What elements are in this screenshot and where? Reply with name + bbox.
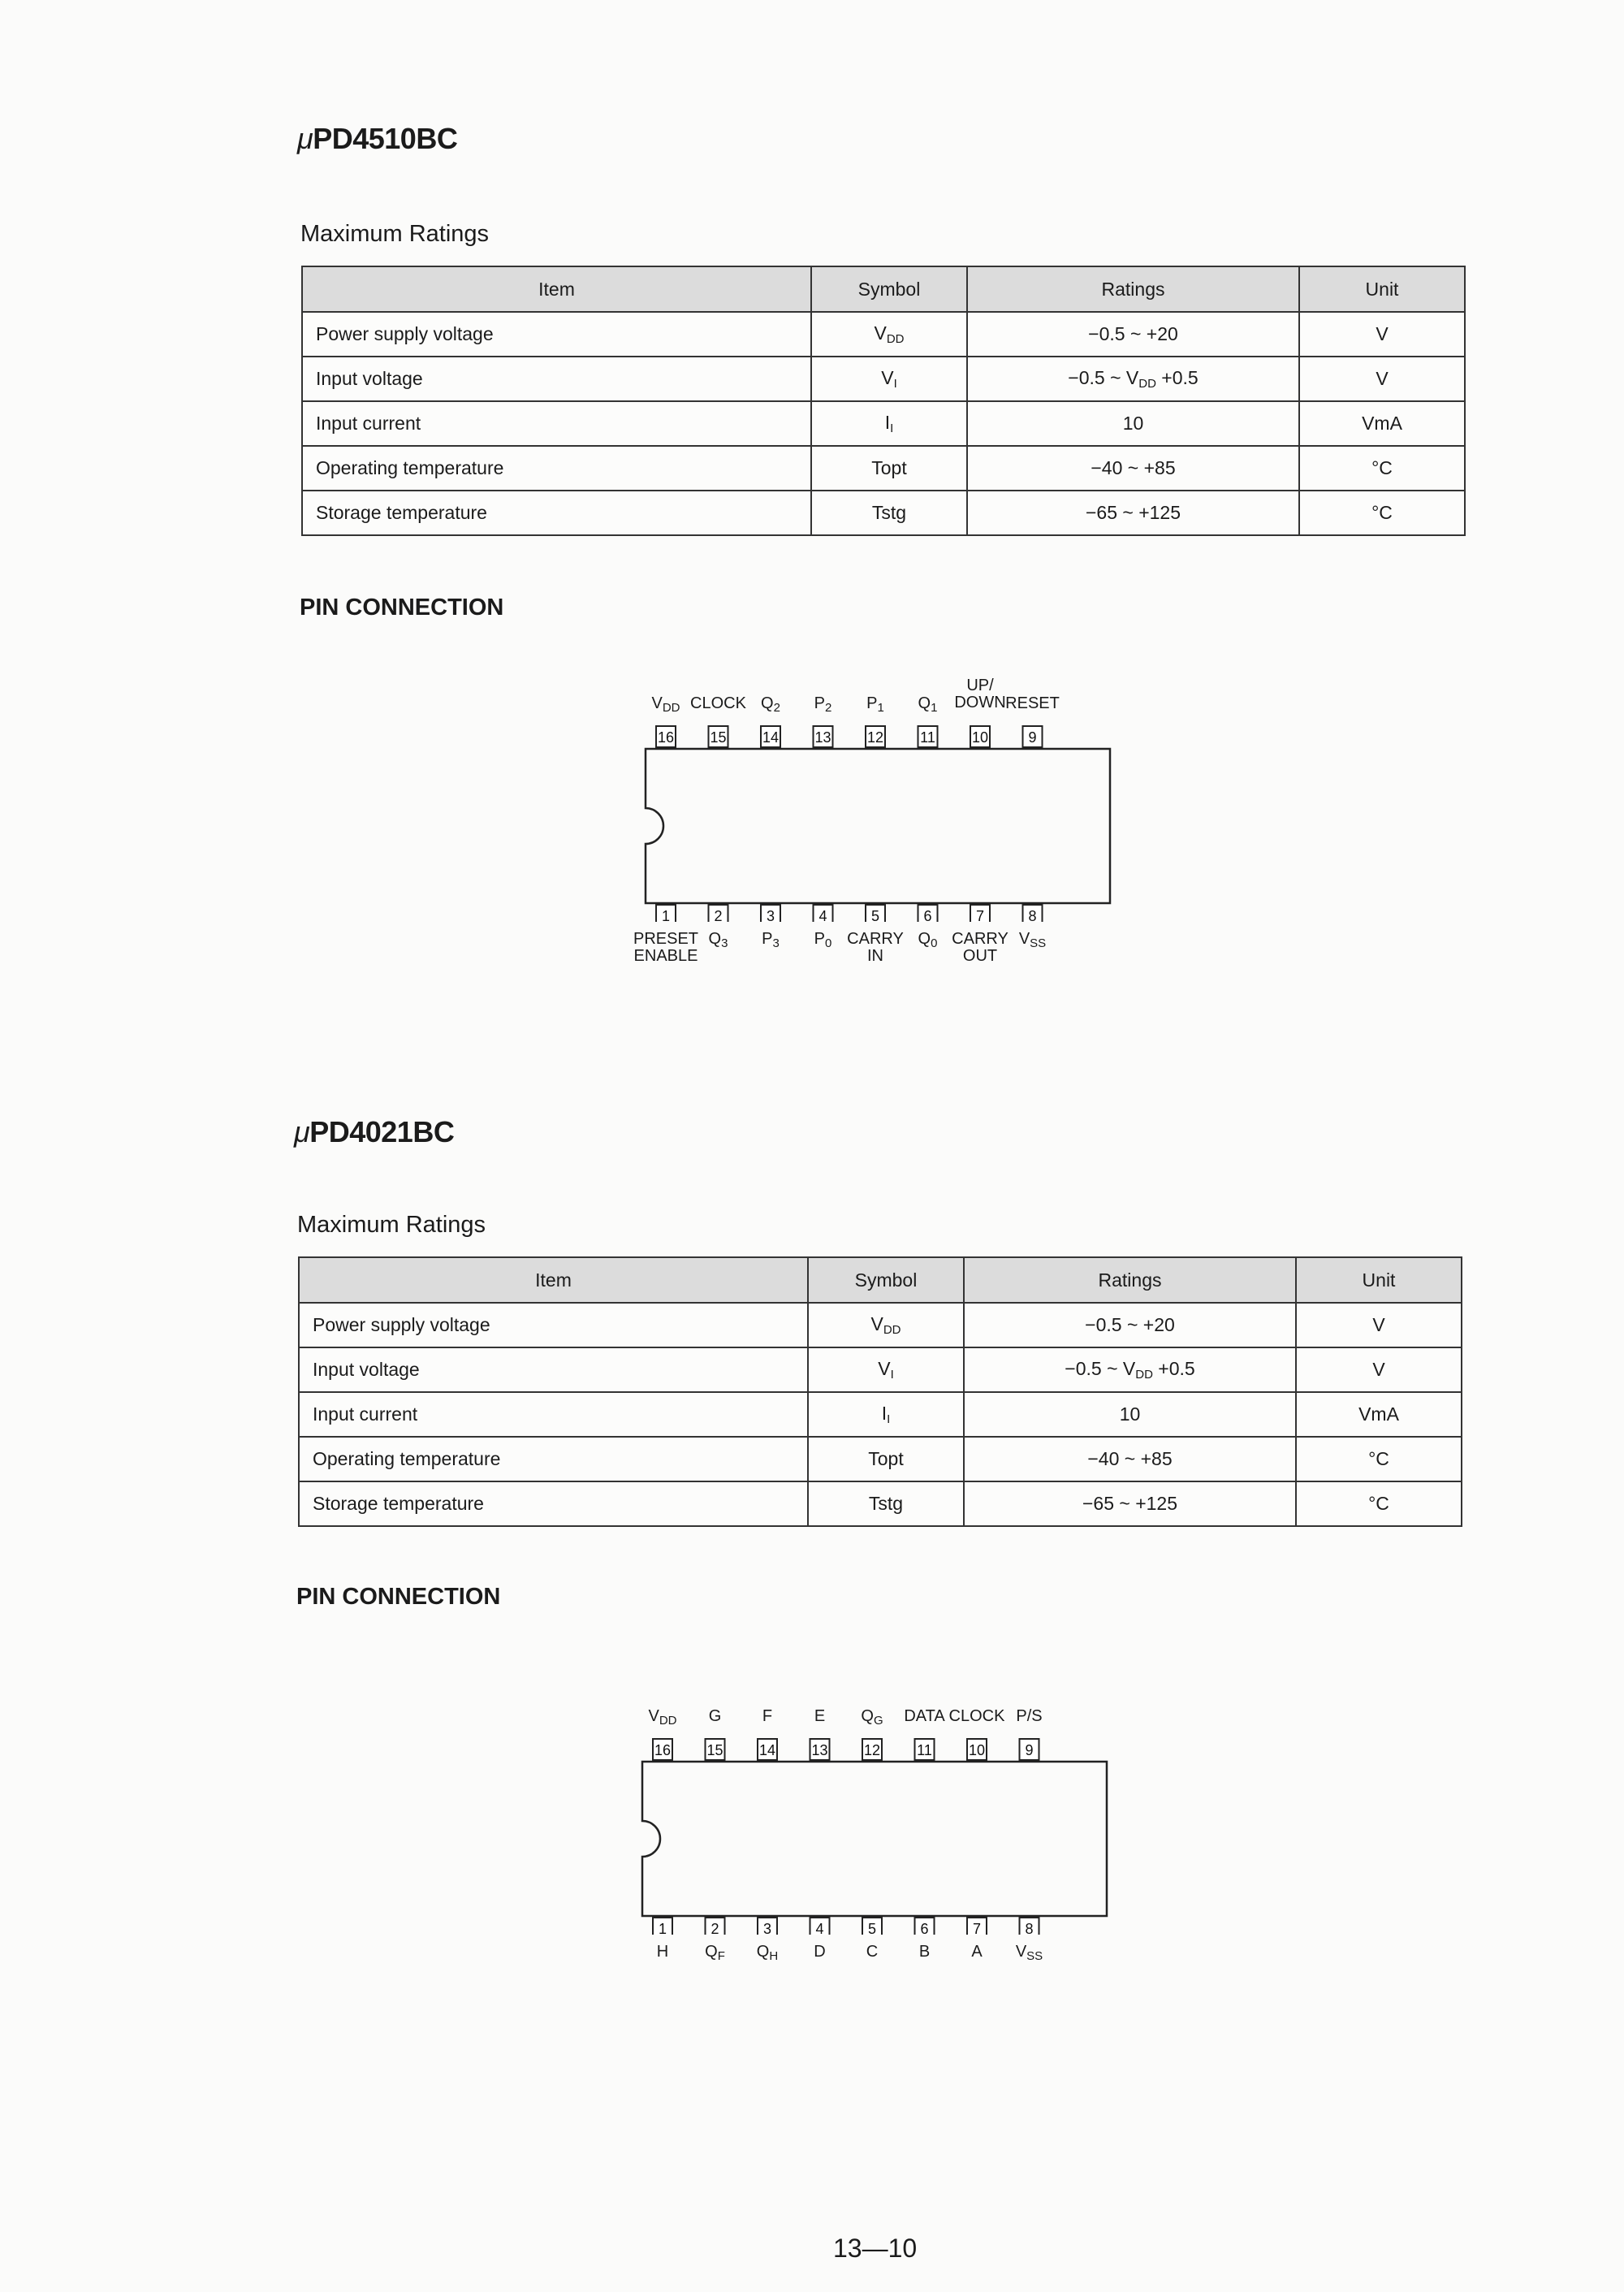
pin-label-text: Q [756, 1943, 770, 1961]
symbol-main: V [870, 1313, 883, 1334]
pin-label-text: CLOCK [948, 1707, 1005, 1725]
cell-item: Power supply voltage [302, 312, 811, 357]
pin-number: 5 [870, 908, 880, 922]
header-ratings: Ratings [967, 266, 1299, 312]
pin-number: 12 [863, 1742, 881, 1758]
header-unit: Unit [1296, 1257, 1462, 1303]
header-symbol: Symbol [811, 266, 967, 312]
rating-main: −0.5 ~ +20 [1085, 1314, 1175, 1335]
pin-number: 8 [1025, 1921, 1034, 1935]
pin-label-subscript: H [769, 1949, 779, 1963]
cell-symbol [811, 357, 967, 401]
rating-main: −0.5 ~ +20 [1088, 323, 1178, 344]
pin-number: 6 [920, 1921, 929, 1935]
ic-package-diagram [633, 715, 1121, 922]
cell-unit: V [1299, 357, 1465, 401]
pin-number: 3 [766, 908, 775, 922]
pin-label-line: ENABLE [633, 947, 698, 965]
pin-label [985, 1708, 1074, 1725]
pin-label-text: Q [708, 930, 722, 948]
pin-box-top [706, 1739, 725, 1760]
pin-number: 6 [923, 908, 932, 922]
pin-box-bottom [656, 905, 676, 922]
cell-symbol [808, 1303, 964, 1347]
cell-symbol [808, 1392, 964, 1437]
pin-label-text: PRESET [633, 930, 699, 948]
ratings-table [298, 1256, 1462, 1527]
cell-symbol [811, 446, 967, 491]
pin-number: 10 [971, 729, 989, 746]
table-row [299, 1392, 1462, 1437]
ratings-body [299, 1303, 1462, 1526]
pin-label-text: A [971, 1943, 983, 1961]
pin-label-text: C [866, 1943, 879, 1961]
symbol-main: I [884, 412, 891, 433]
symbol-main: I [881, 1403, 888, 1424]
pin-label-line [988, 931, 1078, 952]
pin-number: 15 [706, 1742, 723, 1758]
pin-label-line: OUT [962, 947, 998, 965]
cell-unit: °C [1299, 446, 1465, 491]
cell-item: Input voltage [299, 1347, 808, 1392]
cell-symbol [811, 491, 967, 535]
pin-number: 1 [661, 908, 671, 922]
pin-label-text: Q [705, 1943, 718, 1961]
pin-label-text: V [648, 1707, 659, 1725]
chip-prefix: μ [294, 1115, 310, 1148]
cell-item: Operating temperature [302, 446, 811, 491]
pin-number: 9 [1028, 729, 1037, 746]
pin-number: 12 [866, 729, 884, 746]
pin-box-top [758, 1739, 777, 1760]
ratings-body [302, 312, 1465, 535]
cell-unit: V [1296, 1303, 1462, 1347]
pin-label-subscript: DD [659, 1714, 677, 1728]
pin-box-top [1023, 726, 1043, 747]
pin-number: 13 [814, 729, 831, 746]
pin-box-top [918, 726, 938, 747]
pin-box-bottom [1020, 1918, 1039, 1935]
pin-box-top [915, 1739, 935, 1760]
pin-label-line [985, 1944, 1074, 1965]
pin-label-subscript: 1 [931, 701, 938, 715]
cell-symbol [808, 1437, 964, 1481]
cell-rating [964, 1437, 1296, 1481]
cell-item: Operating temperature [299, 1437, 808, 1481]
cell-unit: VmA [1299, 401, 1465, 446]
pin-number: 11 [920, 729, 935, 746]
ic-body [642, 1762, 1107, 1916]
table-row [299, 1347, 1462, 1392]
pin-label-subscript: 3 [721, 936, 728, 950]
pin-box-bottom [653, 1918, 672, 1935]
chip-name: PD4510BC [313, 122, 458, 155]
table-row [299, 1437, 1462, 1481]
section-title: Maximum Ratings [297, 1212, 486, 1238]
pin-label-subscript: 0 [825, 936, 832, 950]
symbol-subscript: I [887, 1412, 891, 1426]
pin-box-bottom [761, 905, 780, 922]
chip-name: PD4021BC [309, 1115, 455, 1148]
pin-box-bottom [758, 1918, 777, 1935]
pin-label-text: P [866, 694, 878, 712]
pin-label-text: DATA [904, 1707, 945, 1725]
cell-unit: °C [1299, 491, 1465, 535]
pin-connection-heading: PIN CONNECTION [300, 595, 504, 621]
pin-box-top [866, 726, 885, 747]
pin-number: 4 [815, 1921, 824, 1935]
pin-box-top [862, 1739, 882, 1760]
pin-label-text: G [708, 1707, 722, 1725]
symbol-subscript: I [893, 377, 897, 391]
pin-number: 10 [968, 1742, 986, 1758]
rating-main: −40 ~ +85 [1087, 1448, 1173, 1469]
cell-rating [964, 1481, 1296, 1526]
pin-label-text: V [651, 694, 663, 712]
pin-box-bottom [866, 905, 885, 922]
pin-label-text: Q [918, 694, 931, 712]
pin-box-bottom [967, 1918, 987, 1935]
pin-label-line [985, 1708, 1074, 1725]
pin-box-bottom [918, 905, 938, 922]
pin-number: 3 [762, 1921, 772, 1935]
rating-main: −0.5 ~ V [1068, 367, 1139, 388]
symbol-main: Tstg [871, 502, 907, 523]
cell-item: Input voltage [302, 357, 811, 401]
pin-label-text: P/S [1016, 1707, 1043, 1725]
pin-number: 4 [818, 908, 827, 922]
cell-unit: °C [1296, 1481, 1462, 1526]
pin-label-subscript: G [873, 1714, 883, 1728]
pin-box-top [967, 1739, 987, 1760]
pin-box-bottom [862, 1918, 882, 1935]
symbol-main: V [878, 1358, 891, 1379]
cell-unit: V [1296, 1347, 1462, 1392]
pin-label-subscript: 3 [772, 936, 780, 950]
pin-label-text: P [814, 930, 825, 948]
symbol-main: V [881, 367, 894, 388]
pin-number: 16 [657, 729, 675, 746]
rating-tail: +0.5 [1155, 367, 1199, 388]
pin-number: 2 [714, 908, 723, 922]
table-header-row [302, 266, 1465, 312]
table-row [302, 446, 1465, 491]
pin-number: 5 [867, 1921, 877, 1935]
rating-main: −40 ~ +85 [1091, 457, 1176, 478]
pin-label [988, 695, 1078, 712]
pin-box-top [709, 726, 728, 747]
pin-label-subscript: SS [1026, 1949, 1043, 1963]
pin-label-text: CLOCK [690, 694, 746, 712]
pin-number: 1 [658, 1921, 667, 1935]
pin-label-text: H [656, 1943, 669, 1961]
rating-main: −65 ~ +125 [1085, 502, 1181, 523]
pin-box-top [970, 726, 990, 747]
page-number: 13—10 [833, 2234, 918, 2263]
pin-box-top [761, 726, 780, 747]
pin-label-text: D [814, 1943, 826, 1961]
pin-box-bottom [706, 1918, 725, 1935]
ratings-table [301, 266, 1466, 536]
cell-rating [967, 491, 1299, 535]
rating-main: 10 [1119, 1403, 1141, 1425]
pin-label-line [988, 695, 1078, 712]
pin-number: 7 [975, 908, 985, 922]
rating-main: −0.5 ~ V [1065, 1358, 1136, 1379]
cell-unit: VmA [1296, 1392, 1462, 1437]
symbol-main: Topt [868, 1448, 904, 1469]
symbol-subscript: I [890, 1368, 894, 1382]
symbol-main: Tstg [868, 1493, 904, 1514]
pin-label-text: P [762, 930, 773, 948]
header-symbol: Symbol [808, 1257, 964, 1303]
pin-label-text: F [762, 1707, 773, 1725]
cell-rating [964, 1347, 1296, 1392]
chip-title [294, 1115, 454, 1149]
pin-box-bottom [810, 1918, 830, 1935]
pin-box-bottom [814, 905, 833, 922]
pin-label-subscript: F [717, 1949, 725, 1963]
pin-label-text: Q [861, 1707, 874, 1725]
pin-number: 7 [972, 1921, 982, 1935]
cell-rating [964, 1392, 1296, 1437]
pin-label-subscript: 0 [931, 936, 938, 950]
header-ratings: Ratings [964, 1257, 1296, 1303]
cell-rating [967, 446, 1299, 491]
pin-label-line: IN [867, 947, 883, 965]
pin-number: 14 [762, 729, 780, 746]
chip-prefix: μ [297, 122, 313, 155]
cell-symbol [808, 1347, 964, 1392]
header-item: Item [302, 266, 811, 312]
pin-label-text: UP/ [966, 677, 994, 694]
header-item: Item [299, 1257, 808, 1303]
pin-label [985, 1944, 1074, 1965]
symbol-subscript: DD [883, 1323, 901, 1337]
pin-label-subscript: 2 [825, 701, 832, 715]
pin-number: 11 [917, 1742, 932, 1758]
pin-number: 8 [1028, 908, 1037, 922]
pin-label-line: DOWN [954, 694, 1006, 711]
pin-number: 15 [710, 729, 727, 746]
pin-label-text: CARRY [952, 930, 1009, 948]
pin-box-top [1020, 1739, 1039, 1760]
pin-label-text: P [814, 694, 825, 712]
pin-label-text: Q [918, 930, 931, 948]
pin-label-subscript: 2 [773, 701, 780, 715]
cell-item: Storage temperature [299, 1481, 808, 1526]
ic-package-diagram [630, 1728, 1117, 1935]
cell-symbol [811, 401, 967, 446]
cell-rating [967, 401, 1299, 446]
pin-label [988, 931, 1078, 952]
cell-item: Power supply voltage [299, 1303, 808, 1347]
pin-label-subscript: 1 [877, 701, 884, 715]
cell-item: Storage temperature [302, 491, 811, 535]
pin-label-text: Q [761, 694, 774, 712]
pin-number: 14 [758, 1742, 776, 1758]
pin-box-top [814, 726, 833, 747]
table-row [302, 491, 1465, 535]
ic-body [646, 749, 1110, 903]
table-row [302, 312, 1465, 357]
symbol-main: V [874, 322, 887, 344]
pin-number: 16 [654, 1742, 672, 1758]
table-row [302, 357, 1465, 401]
cell-item: Input current [302, 401, 811, 446]
pin-number: 13 [811, 1742, 828, 1758]
pin-box-top [656, 726, 676, 747]
pin-box-bottom [1023, 905, 1043, 922]
section-title: Maximum Ratings [300, 221, 490, 247]
pin-box-top [810, 1739, 830, 1760]
table-row [302, 401, 1465, 446]
cell-unit: °C [1296, 1437, 1462, 1481]
cell-symbol [811, 312, 967, 357]
pin-label-subscript: SS [1030, 936, 1047, 950]
table-header-row [299, 1257, 1462, 1303]
pin-label-text: B [918, 1943, 931, 1961]
header-unit: Unit [1299, 266, 1465, 312]
symbol-main: Topt [871, 457, 907, 478]
symbol-subscript: DD [886, 332, 905, 346]
pin-label-text: V [1018, 930, 1030, 948]
rating-main: 10 [1122, 413, 1144, 434]
pin-number: 2 [710, 1921, 719, 1935]
cell-rating [964, 1303, 1296, 1347]
pin-label-text: V [1015, 1943, 1027, 1961]
chip-title [297, 122, 457, 156]
pin-connection-heading: PIN CONNECTION [296, 1584, 501, 1610]
cell-rating [967, 357, 1299, 401]
rating-subscript: DD [1135, 1368, 1153, 1382]
cell-unit: V [1299, 312, 1465, 357]
pin-box-bottom [709, 905, 728, 922]
cell-rating [967, 312, 1299, 357]
table-row [299, 1303, 1462, 1347]
pin-box-bottom [915, 1918, 935, 1935]
pin-label-text: CARRY [847, 930, 904, 948]
pin-label-subscript: DD [662, 701, 680, 715]
symbol-subscript: I [890, 422, 894, 435]
pin-box-top [653, 1739, 672, 1760]
table-row [299, 1481, 1462, 1526]
rating-subscript: DD [1138, 377, 1156, 391]
cell-item: Input current [299, 1392, 808, 1437]
pin-label-text: E [814, 1707, 826, 1725]
rating-main: −65 ~ +125 [1082, 1493, 1178, 1514]
pin-box-bottom [970, 905, 990, 922]
cell-symbol [808, 1481, 964, 1526]
rating-tail: +0.5 [1152, 1358, 1195, 1379]
pin-label-text: RESET [1005, 694, 1060, 712]
pin-label-line [935, 677, 1025, 694]
pin-number: 9 [1025, 1742, 1034, 1758]
